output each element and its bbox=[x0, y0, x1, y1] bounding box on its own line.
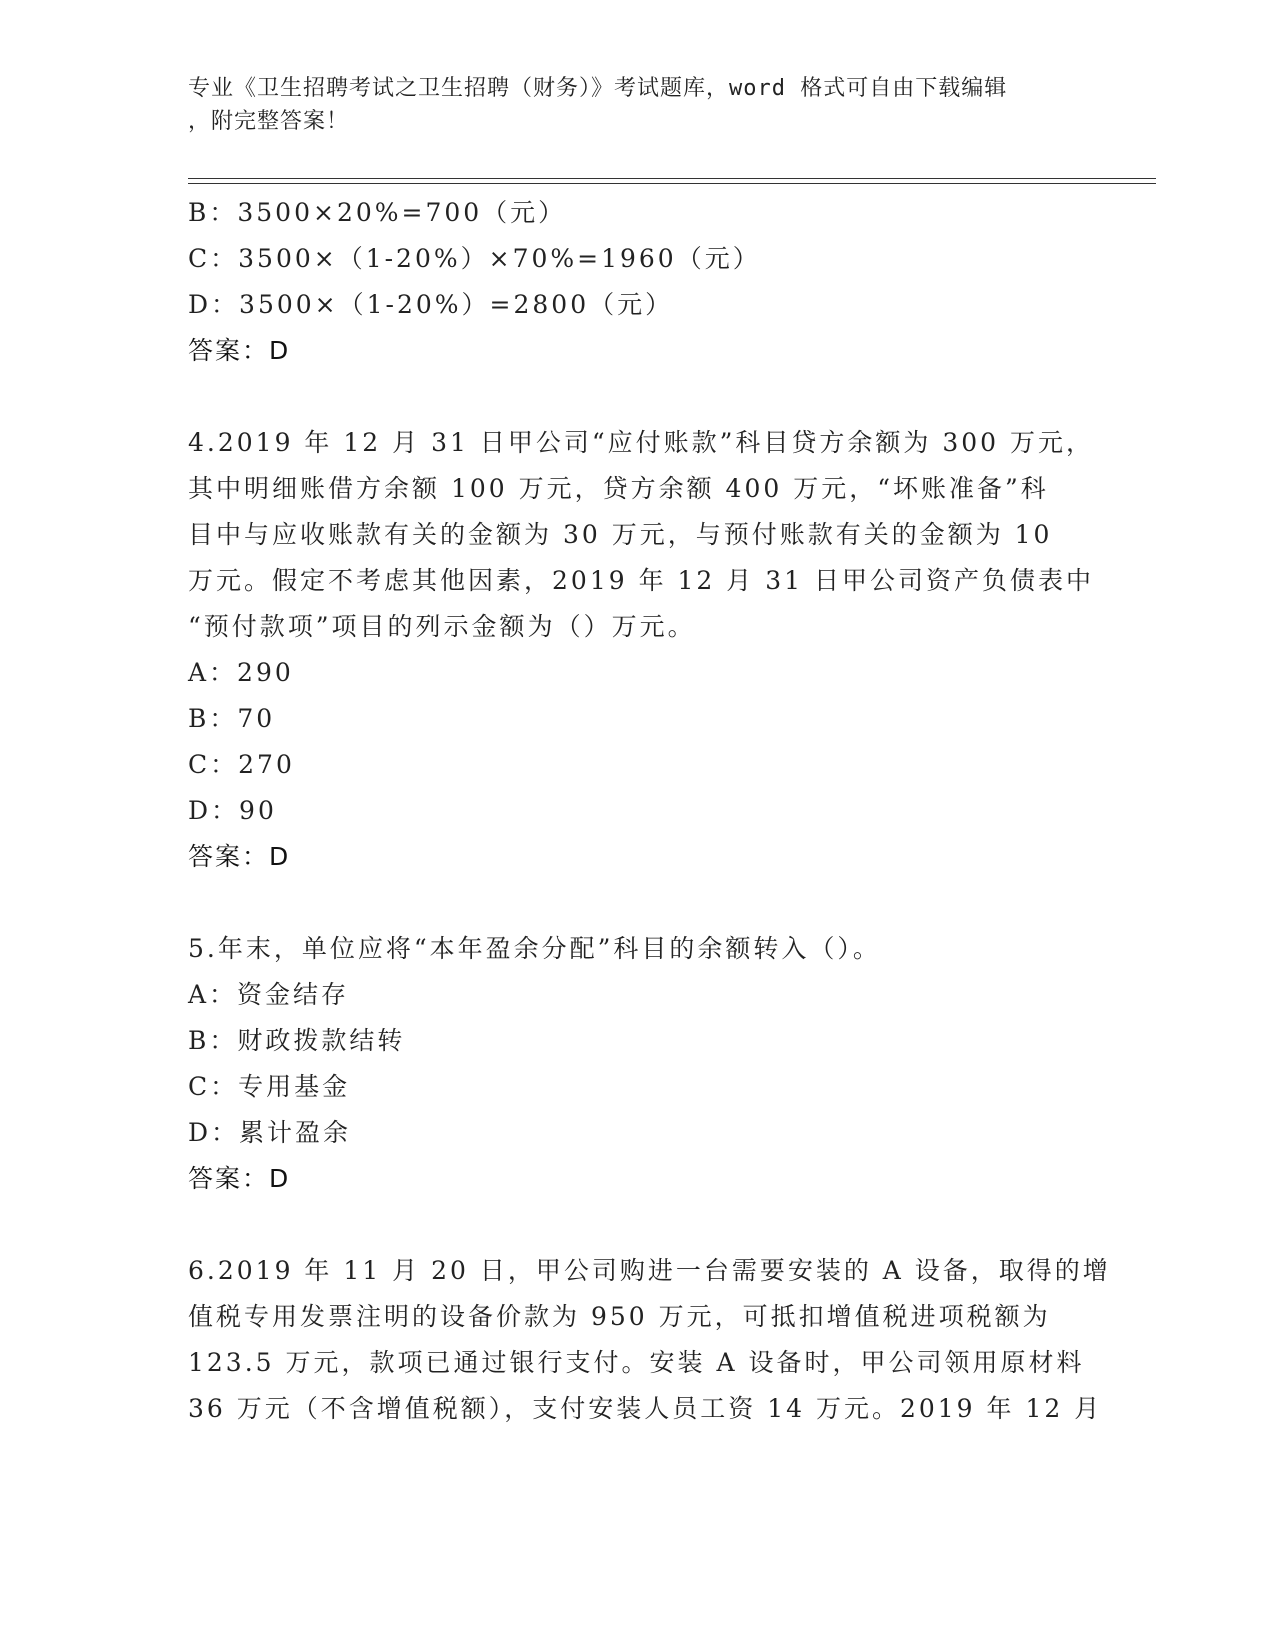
question-line: 4.2019 年 12 月 31 日甲公司“应付账款”科目贷方余额为 300 万元， bbox=[188, 428, 1095, 457]
question-text bbox=[188, 420, 1095, 650]
answer: 答案：D bbox=[188, 336, 291, 365]
option-d: D：90 bbox=[188, 796, 277, 825]
document-header bbox=[188, 72, 1088, 138]
document-body bbox=[188, 190, 1111, 1432]
answer: 答案：D bbox=[188, 842, 291, 871]
question-line: 5.年末，单位应将“本年盈余分配”科目的余额转入（）。 bbox=[188, 934, 881, 963]
spacer bbox=[188, 374, 1088, 420]
question-line: 万元。假定不考虑其他因素，2019 年 12 月 31 日甲公司资产负债表中 bbox=[188, 566, 1094, 595]
question-line: 36 万元（不含增值税额），支付安装人员工资 14 万元。2019 年 12 月 bbox=[188, 1394, 1103, 1423]
header-line-1: 专业《卫生招聘考试之卫生招聘（财务）》考试题库，word 格式可自由下载编辑 bbox=[188, 76, 1008, 101]
question-line: 目中与应收账款有关的金额为 30 万元，与预付账款有关的金额为 10 bbox=[188, 520, 1053, 549]
question-line: 其中明细账借方余额 100 万元，贷方余额 400 万元，“坏账准备”科 bbox=[188, 474, 1049, 503]
option-c: C：专用基金 bbox=[188, 1072, 351, 1101]
question-3 bbox=[188, 190, 1088, 374]
question-line: 6.2019 年 11 月 20 日，甲公司购进一台需要安装的 A 设备，取得的增 bbox=[188, 1256, 1111, 1285]
question-4 bbox=[188, 420, 1095, 880]
option-a: A：资金结存 bbox=[188, 980, 350, 1009]
header-divider-top bbox=[188, 178, 1156, 179]
option-b: B：财政拨款结转 bbox=[188, 1026, 406, 1055]
option-a: A：290 bbox=[188, 658, 294, 687]
header-line-2: ，附完整答案！ bbox=[188, 109, 350, 134]
spacer bbox=[188, 880, 1088, 926]
question-5 bbox=[188, 926, 1088, 1202]
answer: 答案：D bbox=[188, 1164, 291, 1193]
option-c: C：270 bbox=[188, 750, 295, 779]
question-line: 123.5 万元，款项已通过银行支付。安装 A 设备时，甲公司领用原材料 bbox=[188, 1348, 1085, 1377]
question-text bbox=[188, 1248, 1111, 1432]
option-d: D：3500×（1-20%）=2800（元） bbox=[188, 290, 674, 319]
option-b: B：70 bbox=[188, 704, 276, 733]
question-line: 值税专用发票注明的设备价款为 950 万元，可抵扣增值税进项税额为 bbox=[188, 1302, 1051, 1331]
option-c: C：3500×（1-20%）×70%=1960（元） bbox=[188, 244, 761, 273]
question-6 bbox=[188, 1248, 1111, 1432]
header-divider-bottom bbox=[188, 183, 1156, 184]
spacer bbox=[188, 1202, 1088, 1248]
option-d: D：累计盈余 bbox=[188, 1118, 352, 1147]
option-b: B：3500×20%=700（元） bbox=[188, 198, 567, 227]
question-line: “预付款项”项目的列示金额为（）万元。 bbox=[188, 612, 696, 641]
question-text bbox=[188, 926, 1088, 972]
